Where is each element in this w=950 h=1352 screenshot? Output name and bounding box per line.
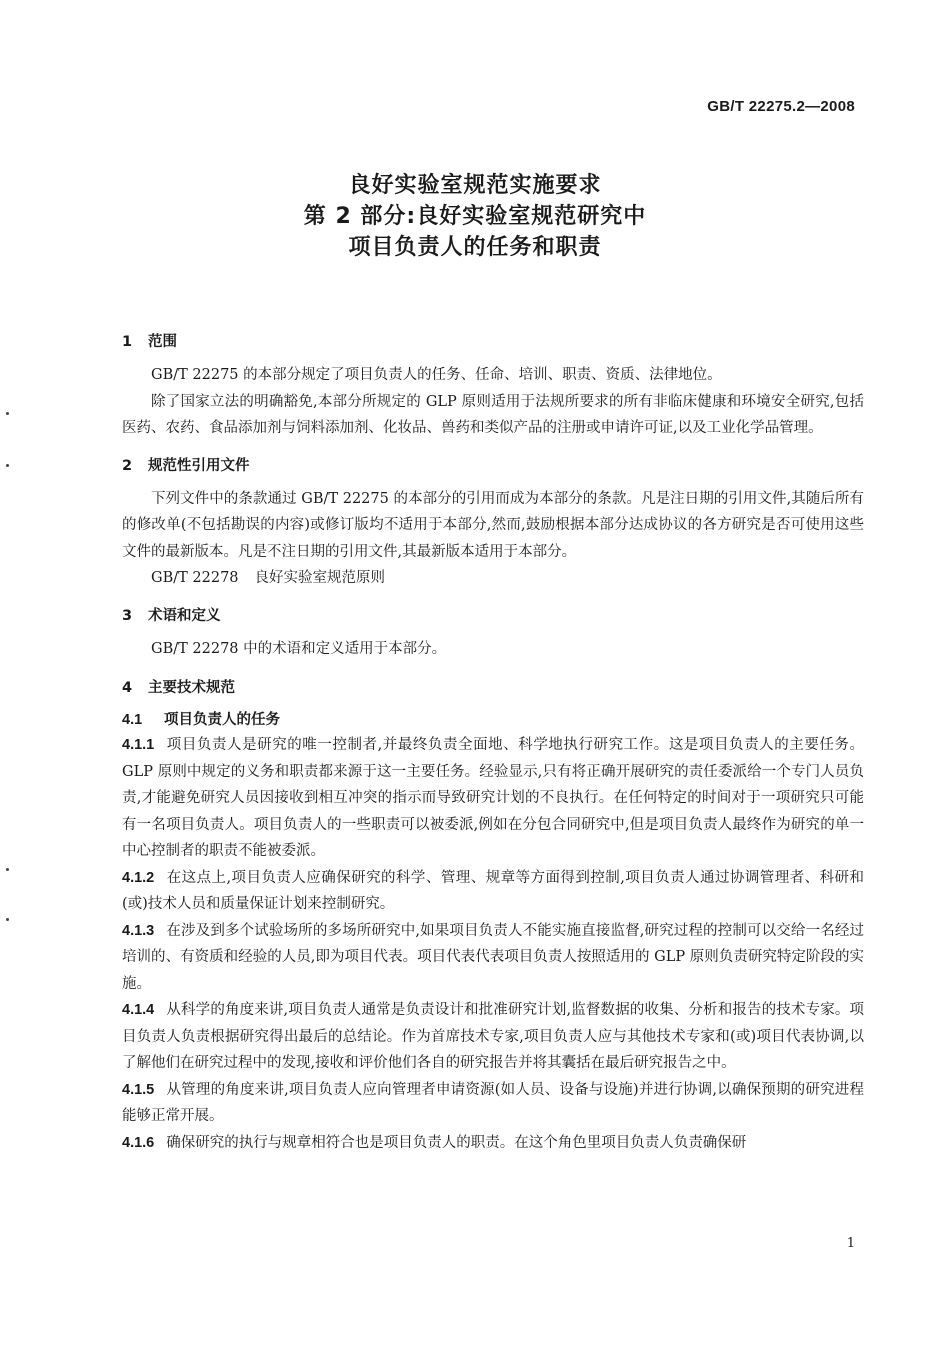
- section-number: 3: [122, 607, 133, 624]
- section-title: 范围: [148, 334, 177, 350]
- clause-number: 4.1.6: [122, 1134, 155, 1151]
- clause-text: 在涉及到多个试验场所的多场所研究中,如果项目负责人不能实施直接监督,研究过程的控制可以交给一名经过培训的、有资质和经验的人员,即为项目代表。项目代表代表项目负责人按照适用的 GLP 原则负责研究特定阶段的实施。: [122, 922, 864, 992]
- section-2-heading: [122, 454, 864, 478]
- section-number: 4: [122, 680, 133, 696]
- subsection-title: 项目负责人的任务: [164, 712, 280, 728]
- scan-mark: [6, 464, 9, 467]
- clause-4-1-2: [122, 865, 864, 918]
- scan-mark: [6, 868, 9, 871]
- subsection-number: 4.1: [122, 712, 143, 728]
- title-line-3: 项目负责人的任务和职责: [348, 235, 602, 260]
- clause-number: 4.1.2: [122, 869, 155, 886]
- clause-text: 在这点上,项目负责人应确保研究的科学、管理、规章等方面得到控制,项目负责人通过协调管理者、科研和(或)技术人员和质量保证计划来控制研究。: [122, 869, 864, 912]
- section-number: 1: [122, 334, 133, 350]
- clause-4-1-5: [122, 1077, 864, 1130]
- clause-4-1-3: [122, 918, 864, 998]
- section-title: 规范性引用文件: [148, 457, 250, 474]
- clause-text: 项目负责人是研究的唯一控制者,并最终负责全面地、科学地执行研究工作。这是项目负责人的主要任务。GLP 原则中规定的义务和职责都来源于这一主要任务。经验显示,只有将正确开展研究的责任委派给一个专门人员负责,才能避免研究人员因接收到相互冲突的指示而导致研究计划的不良执行。在任何特定的时间对于一项研究只可能有一名项目负责人。项目负责人的一些职责可以被委派,例如在分包合同研究中,但是项目负责人最终作为研究的单一中心控制者的职责不能被委派。: [122, 737, 864, 859]
- reference-code: GB/T 22278: [151, 570, 239, 586]
- scan-mark: [6, 412, 9, 415]
- clause-4-1-1: [122, 732, 864, 865]
- section-title: 术语和定义: [148, 607, 221, 624]
- scope-paragraph-2: 除了国家立法的明确豁免,本部分所规定的 GLP 原则适用于法规所要求的所有非临床健康和环境安全研究,包括医药、农药、食品添加剂与饲料添加剂、化妆品、兽药和类似产品的注册或申请许可证,以及工业化学品管理。: [122, 393, 864, 436]
- clause-number: 4.1.1: [122, 737, 155, 753]
- title-line-2: 第 2 部分:良好实验室规范研究中: [303, 204, 647, 229]
- section-4-heading: [122, 676, 864, 700]
- clause-number: 4.1.3: [122, 922, 155, 939]
- terms-paragraph: GB/T 22278 中的术语和定义适用于本部分。: [151, 640, 447, 657]
- clause-4-1-6: [122, 1130, 864, 1157]
- section-1-heading: [122, 330, 864, 354]
- clause-text: 从科学的角度来讲,项目负责人通常是负责设计和批准研究计划,监督数据的收集、分析和报告的技术专家。项目负责人负责根据研究得出最后的总结论。作为首席技术专家,项目负责人应与其他技术专家和(或)项目代表协调,以了解他们在研究过程中的发现,接收和评价他们各自的研究报告并将其囊括在最后研究报告之中。: [122, 1002, 864, 1071]
- title-line-1: 良好实验室规范实施要求: [348, 173, 602, 198]
- references-paragraph: 下列文件中的条款通过 GB/T 22275 的本部分的引用而成为本部分的条款。凡是注日期的引用文件,其随后所有的修改单(不包括勘误的内容)或修订版均不适用于本部分,然而,鼓励根据本部分达成协议的各方研究是否可使用这些文件的最新版本。凡是不注日期的引用文件,其最新版本适用于本部分。: [122, 490, 864, 560]
- clause-text: 从管理的角度来讲,项目负责人应向管理者申请资源(如人员、设备与设施)并进行协调,以确保预期的研究进程能够正常开展。: [122, 1081, 864, 1124]
- page-number: 1: [846, 1236, 855, 1251]
- section-title: 主要技术规范: [148, 680, 235, 696]
- clause-number: 4.1.4: [122, 1002, 155, 1018]
- scan-mark: [6, 918, 9, 921]
- clause-number: 4.1.5: [122, 1081, 155, 1098]
- scope-paragraph-1: GB/T 22275 的本部分规定了项目负责人的任务、任命、培训、职责、资质、法律地位。: [151, 367, 722, 383]
- clause-4-1-4: [122, 997, 864, 1077]
- subsection-4-1-heading: [122, 708, 864, 732]
- reference-entry: [122, 565, 864, 592]
- document-title: [0, 170, 950, 263]
- section-number: 2: [122, 457, 133, 474]
- reference-title: 良好实验室规范原则: [254, 570, 386, 586]
- document-body: [122, 330, 864, 1156]
- section-3-heading: [122, 604, 864, 628]
- clause-text: 确保研究的执行与规章相符合也是项目负责人的职责。在这个角色里项目负责人负责确保研: [166, 1134, 747, 1151]
- standard-code: GB/T 22275.2—2008: [707, 98, 855, 115]
